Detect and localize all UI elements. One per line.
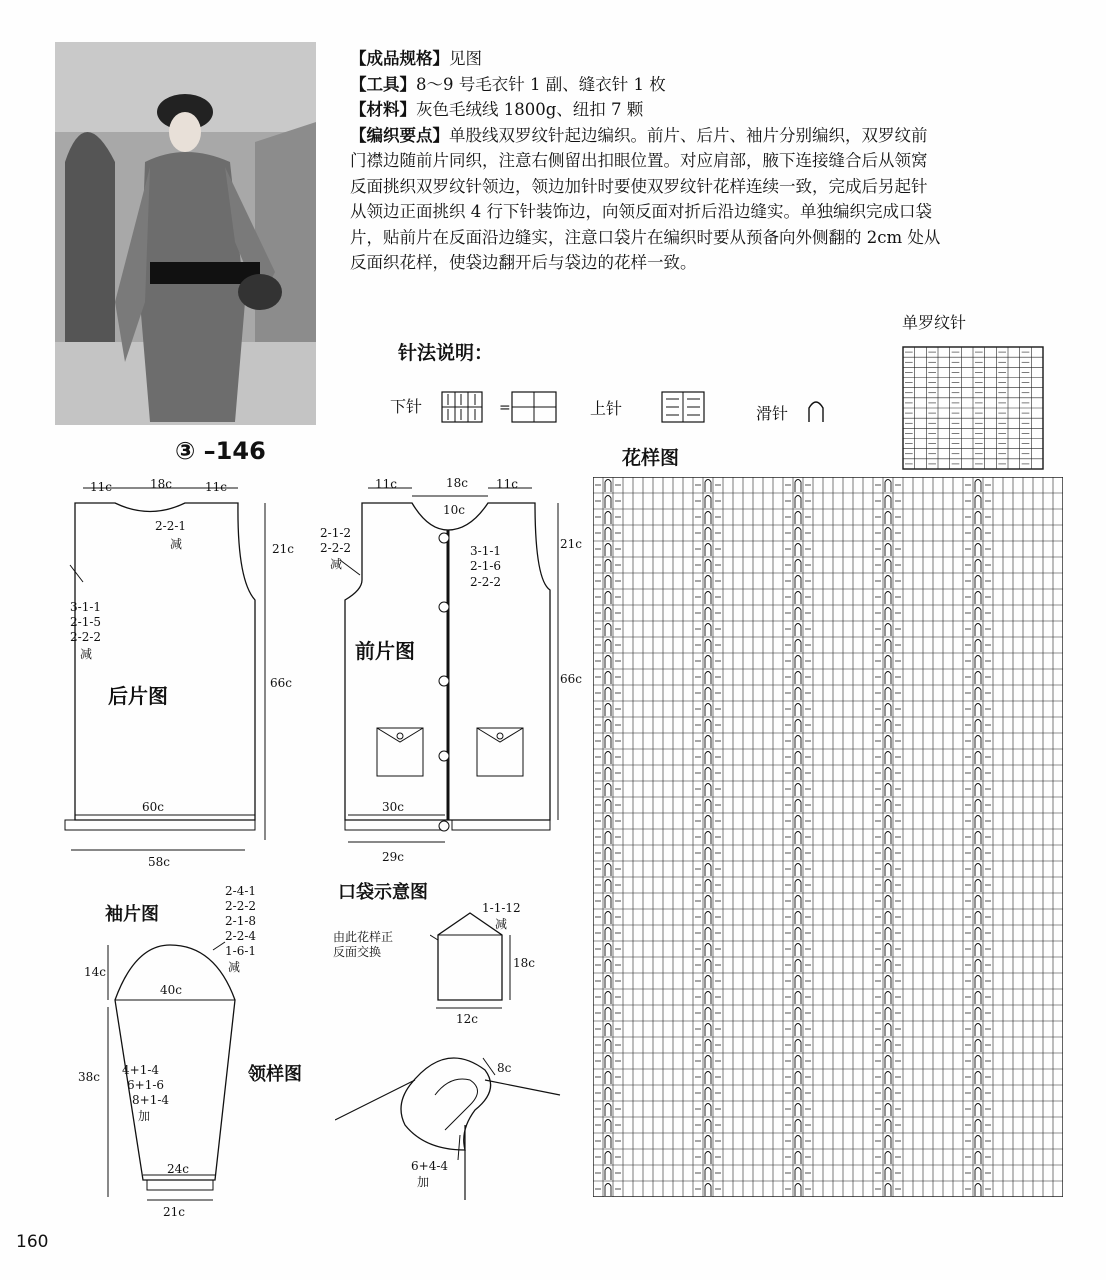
- front-left-dec-note: 减: [330, 557, 343, 571]
- pocket-title: 口袋示意图: [338, 882, 428, 903]
- pocket-note-1: 由此花样正: [333, 930, 394, 944]
- sleeve-cap-h: 14c: [84, 965, 106, 979]
- pattern-label: 花样图: [622, 447, 680, 469]
- front-neck-depth: 10c: [443, 503, 465, 517]
- back-arm-dec-1: 3-1-1: [70, 600, 102, 614]
- sleeve-cap-dec-3: 2-1-8: [225, 914, 257, 928]
- knit-label: 下针: [390, 397, 423, 416]
- pattern-chart: [593, 477, 1063, 1197]
- sleeve-w2: 21c: [163, 1205, 185, 1219]
- pocket-w: 12c: [456, 1012, 478, 1026]
- sleeve-cap-dec-note: 减: [228, 960, 241, 974]
- front-right-dec-3: 2-2-2: [470, 575, 502, 589]
- key-line: 门襟边随前片同织，注意右侧留出扣眼位置。对应肩部，腋下连接缝合后从领窝: [350, 151, 928, 170]
- front-left-dec-1: 2-1-2: [320, 526, 352, 540]
- collar-diagram: [335, 1040, 565, 1210]
- equals-sign: =: [499, 400, 511, 416]
- back-h1: 21c: [272, 542, 294, 556]
- sleeve-body-h: 38c: [78, 1070, 100, 1084]
- tools-label: 【工具】: [350, 74, 416, 94]
- back-arm-dec-2: 2-1-5: [70, 615, 102, 629]
- size-label: 【成品规格】: [350, 49, 449, 68]
- back-w2: 58c: [148, 855, 170, 869]
- back-h2: 66c: [270, 676, 292, 690]
- tools-value: 8～9 号毛衣针 1 副、缝衣针 1 枚: [416, 74, 666, 94]
- single-rib-chart: [900, 344, 1046, 472]
- sleeve-cap-dec-2: 2-2-2: [225, 899, 257, 913]
- slip-symbol-icon: [805, 398, 827, 424]
- key-line: 从领边正面挑织 4 行下针装饰边，向领反面对折后沿边缝实。单独编织完成口袋: [350, 202, 932, 221]
- back-neck-dec: 2-2-1: [155, 519, 187, 533]
- key-line: 片，贴前片在反面沿边缝实，注意口袋片在编织时要从预备向外侧翻的 2cm 处从: [350, 227, 941, 247]
- key-line: 单股线双罗纹针起边编织。前片、后片、袖片分别编织，双罗纹前: [449, 125, 928, 145]
- back-top-w2: 18c: [150, 477, 172, 491]
- pocket-h: 18c: [513, 956, 535, 970]
- collar-title: 领样图: [248, 1064, 302, 1085]
- single-rib-label: 单罗纹针: [902, 313, 967, 332]
- collar-inc-note: 加: [417, 1175, 430, 1189]
- key-line: 反面织花样，使袋边翻开后与袋边的花样一致。: [350, 253, 697, 272]
- stitch-title: 针法说明：: [398, 342, 494, 364]
- pocket-dec-note: 减: [495, 917, 508, 931]
- collar-w: 8c: [497, 1061, 512, 1075]
- back-top-w1: 11c: [90, 480, 112, 494]
- back-arm-dec-note: 减: [80, 647, 93, 661]
- sleeve-inc-2: 6+1-6: [127, 1078, 165, 1092]
- sleeve-inc-note: 加: [138, 1109, 151, 1123]
- sleeve-top-w: 40c: [160, 983, 182, 997]
- front-title: 前片图: [355, 639, 415, 663]
- model-code: ③ –146: [175, 437, 266, 465]
- front-top-w3: 11c: [496, 477, 518, 491]
- front-w1: 30c: [382, 800, 404, 814]
- front-top-w2: 18c: [446, 476, 468, 490]
- front-right-dec-2: 2-1-6: [470, 559, 502, 573]
- sleeve-inc-3: 8+1-4: [132, 1093, 170, 1107]
- back-arm-dec-3: 2-2-2: [70, 630, 102, 644]
- key-label: 【编织要点】: [350, 125, 449, 145]
- back-title: 后片图: [108, 684, 168, 708]
- front-left-dec-2: 2-2-2: [320, 541, 352, 555]
- material-label: 【材料】: [350, 100, 416, 119]
- sleeve-w1: 24c: [167, 1162, 189, 1176]
- front-h2: 66c: [560, 672, 582, 686]
- sleeve-title: 袖片图: [105, 904, 159, 925]
- spec-block: [350, 46, 1080, 276]
- collar-inc: 6+4-4: [411, 1159, 449, 1173]
- pocket-dec: 1-1-12: [482, 901, 521, 915]
- back-w1: 60c: [142, 800, 164, 814]
- front-right-dec-1: 3-1-1: [470, 544, 502, 558]
- key-line: 反面挑织双罗纹针领边，领边加针时要使双罗纹针花样连续一致，完成后另起针: [350, 176, 928, 196]
- front-w2: 29c: [382, 850, 404, 864]
- material-value: 灰色毛绒线 1800g、纽扣 7 颗: [416, 100, 644, 119]
- sleeve-inc-1: 4+1-4: [122, 1063, 160, 1077]
- purl-label: 上针: [590, 399, 623, 418]
- front-top-w1: 11c: [375, 477, 397, 491]
- sleeve-cap-dec-4: 2-2-4: [225, 929, 257, 943]
- model-photo: [55, 42, 316, 425]
- slip-label: 滑针: [756, 404, 789, 423]
- page-number: 160: [16, 1232, 49, 1252]
- back-top-w3: 11c: [205, 480, 227, 494]
- back-neck-dec-note: 减: [170, 537, 183, 551]
- purl-symbol-icon: [660, 390, 708, 426]
- sleeve-cap-dec-1: 2-4-1: [225, 884, 257, 898]
- front-h1: 21c: [560, 537, 582, 551]
- pocket-note-2: 反面交换: [333, 945, 382, 959]
- sleeve-cap-dec-5: 1-6-1: [225, 944, 257, 958]
- size-value: 见图: [449, 49, 482, 68]
- model-photo-illustration: [55, 42, 316, 425]
